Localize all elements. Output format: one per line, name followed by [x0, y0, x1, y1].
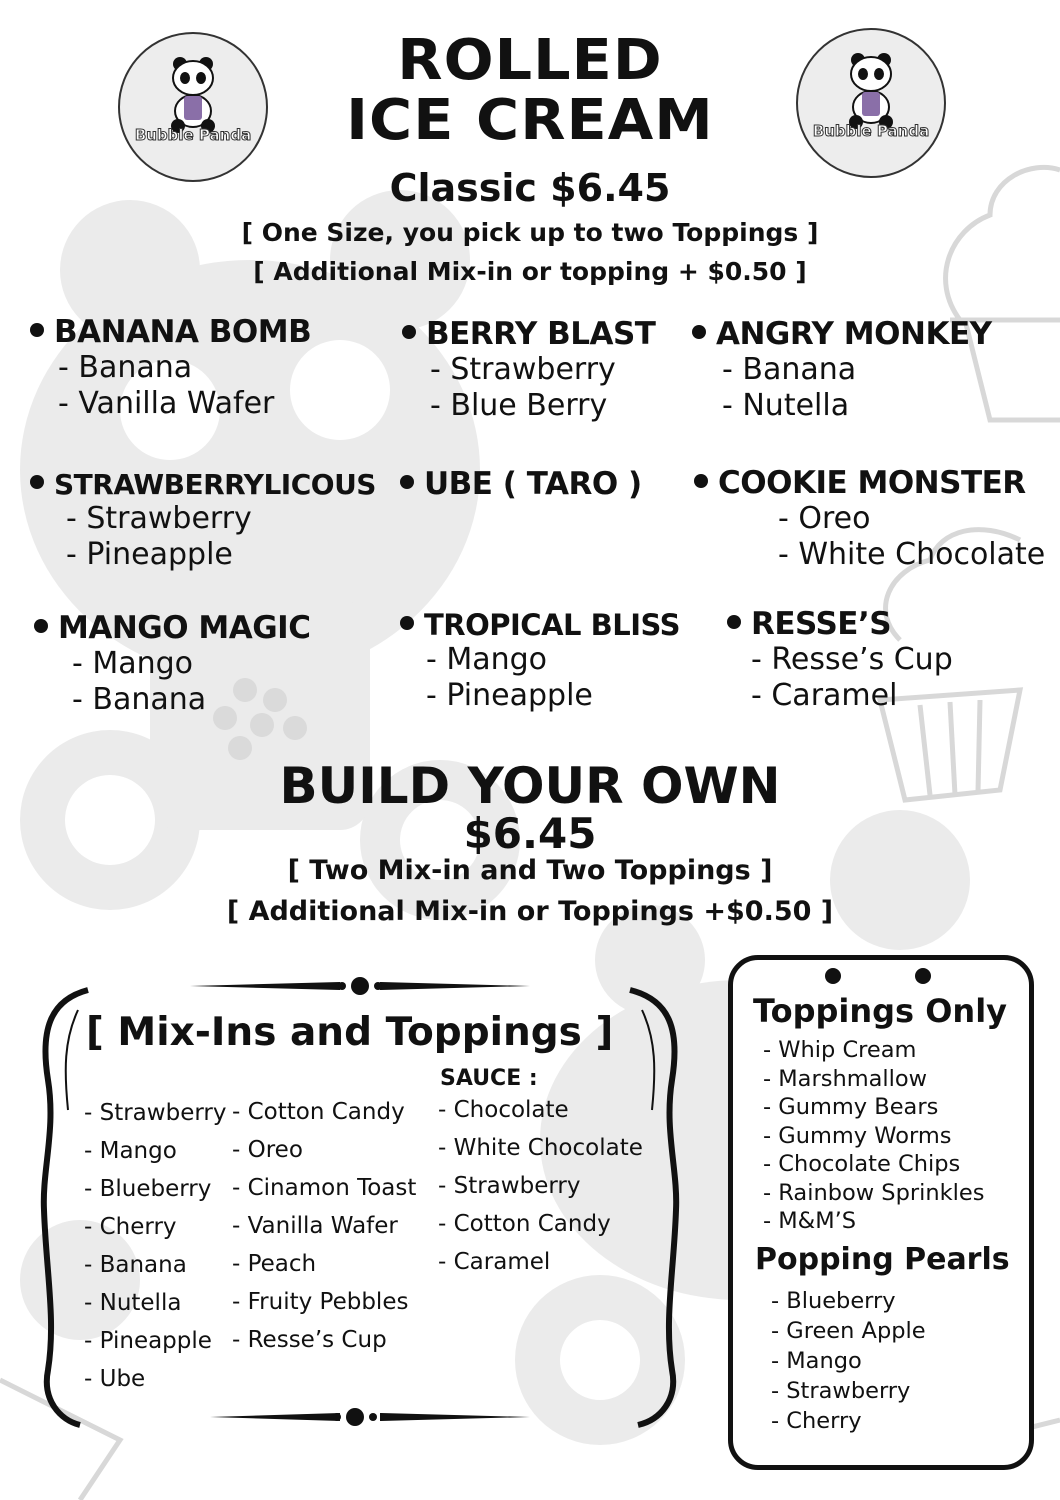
- build-your-own-note-1: [ Two Mix-in and Two Toppings ]: [287, 855, 773, 886]
- ingredient: - Nutella: [722, 388, 850, 423]
- ingredient: - Oreo: [778, 501, 871, 536]
- ingredient: - Vanilla Wafer: [58, 386, 275, 421]
- ingredient: - Pineapple: [66, 537, 233, 572]
- bullet-icon: [727, 615, 741, 629]
- list-item: - Caramel: [438, 1249, 551, 1275]
- list-item: - Rainbow Sprinkles: [763, 1179, 985, 1206]
- flavor-name: ANGRY MONKEY: [716, 316, 992, 352]
- ingredient: - White Chocolate: [778, 537, 1046, 572]
- ingredient: - Blue Berry: [430, 388, 608, 423]
- list-item: - Mango: [84, 1138, 177, 1164]
- list-item: - White Chocolate: [438, 1135, 643, 1161]
- flavor-name: MANGO MAGIC: [58, 610, 311, 646]
- list-item: - Banana: [84, 1252, 187, 1278]
- bullet-icon: [34, 619, 48, 633]
- ingredient: - Resse’s Cup: [751, 642, 953, 677]
- ingredient: - Caramel: [751, 678, 898, 713]
- flavor-name: COOKIE MONSTER: [718, 465, 1026, 501]
- flavor-banana-bomb: [30, 314, 311, 422]
- list-item: - Green Apple: [771, 1318, 926, 1344]
- list-item: - Cherry: [771, 1408, 862, 1434]
- flavor-tropical-bliss: [400, 608, 680, 714]
- list-item: - Strawberry: [84, 1100, 227, 1126]
- classic-note-1: [ One Size, you pick up to two Toppings ]: [241, 218, 819, 247]
- mixins-column-1: [84, 1094, 226, 1398]
- build-your-own-heading: BUILD YOUR OWN: [279, 757, 781, 815]
- bullet-icon: [402, 325, 416, 339]
- list-item: - Strawberry: [438, 1173, 581, 1199]
- flavor-cookie-monster: [694, 465, 1045, 573]
- panda-icon: [798, 30, 944, 176]
- ingredient: - Strawberry: [66, 501, 252, 536]
- list-item: - Oreo: [232, 1137, 303, 1163]
- flavor-mango-magic: [34, 610, 310, 718]
- ingredient: - Strawberry: [430, 352, 616, 387]
- list-item: - Cherry: [84, 1214, 177, 1240]
- mixins-column-2: [232, 1093, 416, 1359]
- page-title-line2: ICE CREAM: [346, 88, 714, 153]
- list-item: - Mango: [771, 1348, 862, 1374]
- flavor-name: RESSE’S: [751, 606, 892, 642]
- list-item: - Ube: [84, 1366, 146, 1392]
- ingredient: - Pineapple: [426, 678, 593, 713]
- list-item: - Resse’s Cup: [232, 1327, 387, 1353]
- flavor-name: STRAWBERRYLICOUS: [54, 468, 376, 501]
- list-item: - Peach: [232, 1251, 317, 1277]
- toppings-only-heading: Toppings Only: [753, 992, 1008, 1030]
- bullet-icon: [400, 475, 414, 489]
- bubble-panda-logo-left: [118, 32, 268, 182]
- flavor-angry-monkey: [692, 316, 992, 424]
- list-item: - Whip Cream: [763, 1037, 917, 1063]
- flavor-name: UBE ( TARO ): [424, 466, 642, 502]
- page-title-line1: ROLLED: [397, 28, 663, 93]
- panel-hole-icon: [915, 968, 931, 984]
- bubble-panda-logo-right: [796, 28, 946, 178]
- build-your-own-note-2: [ Additional Mix-in or Toppings +$0.50 ]: [226, 896, 834, 927]
- logo-text: Bubble Panda: [812, 122, 930, 140]
- panda-icon: [120, 34, 266, 180]
- flavor-strawberrylicous: [30, 468, 376, 573]
- list-item: - Gummy Bears: [763, 1094, 939, 1120]
- ingredient: - Banana: [58, 350, 193, 385]
- list-item: - Fruity Pebbles: [232, 1289, 409, 1315]
- ingredient: - Mango: [426, 642, 548, 677]
- ingredient: - Banana: [722, 352, 857, 387]
- list-item: - Blueberry: [84, 1176, 212, 1202]
- ingredient: - Banana: [72, 682, 207, 717]
- list-item: - Marshmallow: [763, 1065, 928, 1092]
- popping-pearls-list: [771, 1286, 926, 1436]
- list-item: - Cotton Candy: [438, 1211, 611, 1237]
- list-item: - M&M’S: [763, 1208, 857, 1234]
- toppings-only-panel: [728, 955, 1034, 1470]
- bullet-icon: [400, 616, 414, 630]
- ingredient: - Mango: [72, 646, 194, 681]
- list-item: - Chocolate Chips: [763, 1151, 961, 1177]
- list-item: - Cinamon Toast: [232, 1175, 417, 1201]
- list-item: - Strawberry: [771, 1378, 911, 1404]
- bullet-icon: [692, 325, 706, 339]
- toppings-only-list: [763, 1036, 984, 1236]
- list-item: - Nutella: [84, 1290, 182, 1316]
- flavor-name: TROPICAL BLISS: [424, 608, 680, 642]
- flavor-resses: [727, 606, 953, 714]
- flavor-name: BANANA BOMB: [54, 314, 312, 350]
- mixins-heading: [ Mix-Ins and Toppings ]: [86, 1010, 614, 1055]
- list-item: - Blueberry: [771, 1288, 896, 1314]
- flavor-ube-taro: [400, 466, 642, 502]
- bullet-icon: [694, 474, 708, 488]
- flavor-name: BERRY BLAST: [426, 316, 656, 352]
- bullet-icon: [30, 323, 44, 337]
- logo-text: Bubble Panda: [134, 126, 252, 144]
- build-your-own-price: $6.45: [463, 809, 597, 858]
- sauce-label: SAUCE :: [440, 1066, 538, 1091]
- sauce-list: [438, 1091, 643, 1281]
- flavor-berry-blast: [402, 316, 655, 424]
- panel-hole-icon: [825, 968, 841, 984]
- bullet-icon: [30, 475, 44, 489]
- list-item: - Gummy Worms: [763, 1122, 952, 1149]
- classic-note-2: [ Additional Mix-in or topping + $0.50 ]: [253, 257, 807, 286]
- popping-pearls-heading: Popping Pearls: [755, 1242, 1010, 1277]
- list-item: - Chocolate: [438, 1097, 569, 1123]
- list-item: - Cotton Candy: [232, 1099, 405, 1125]
- classic-heading: Classic $6.45: [389, 166, 671, 210]
- list-item: - Vanilla Wafer: [232, 1213, 398, 1239]
- list-item: - Pineapple: [84, 1328, 212, 1354]
